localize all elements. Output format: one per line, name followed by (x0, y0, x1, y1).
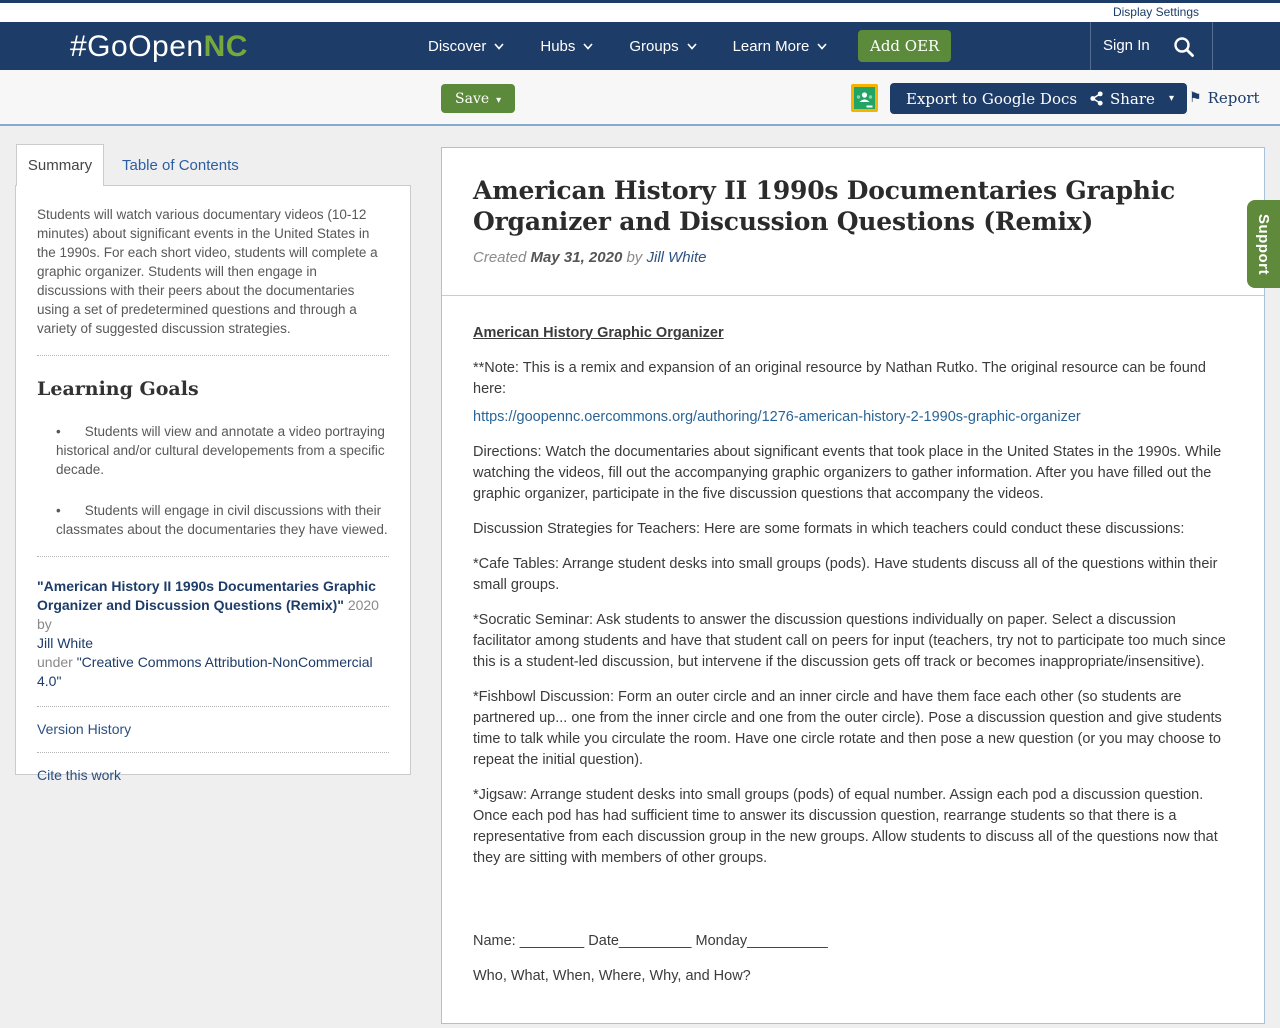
share-button-label: Share (1110, 89, 1155, 108)
share-icon (1090, 91, 1103, 106)
cafe-tables-paragraph: *Cafe Tables: Arrange student desks into small groups (pods). Have students discuss all of the questions within their small groups. (473, 556, 1218, 593)
learning-goals-heading: Learning Goals (37, 378, 199, 400)
chevron-down-icon (583, 43, 593, 50)
license-link[interactable]: "Creative Commons Attribution-NonCommercial 4.0" (37, 654, 373, 689)
chevron-down-icon (494, 43, 504, 50)
cite-this-work-link[interactable]: Cite this work (37, 767, 122, 783)
author-link[interactable]: Jill White (646, 249, 707, 266)
logo-text-nc: NC (203, 30, 248, 63)
socratic-seminar-paragraph: *Socratic Seminar: Ask students to answer the discussion questions individually on paper. Select a discussion facilitator among students and have that student call on peers for input (teachers, try not to participate too much since this is a student-led discussion, but intervene if the discussion gets off track or becomes inappropriate/insensitive). (473, 612, 1226, 670)
nav-item-discover[interactable] (428, 38, 504, 55)
tab-table-of-contents[interactable]: Table of Contents (122, 157, 239, 174)
resource-header (442, 148, 1264, 296)
tab-summary[interactable]: Summary (16, 144, 104, 186)
site-logo[interactable] (70, 30, 248, 64)
attribution-year: 2020 by (37, 597, 379, 632)
chevron-down-icon (687, 43, 697, 50)
save-button-label: Save (455, 90, 490, 107)
created-date: May 31, 2020 (530, 249, 623, 266)
nav-item-hubs[interactable] (540, 38, 593, 55)
report-link-label: Report (1207, 89, 1260, 107)
by-label: by (626, 249, 643, 266)
search-icon[interactable] (1171, 34, 1197, 60)
jigsaw-paragraph: *Jigsaw: Arrange student desks into small groups (pods) of equal number. Assign each pod a discussion question. Once each pod has had sufficient time to answer its discussion question, rearrange students so that there is a representative from each discussion group in the new groups. Allow students to discuss all of the questions now that they are sitting with members of other groups. (473, 787, 1218, 866)
fishbowl-paragraph: *Fishbowl Discussion: Form an outer circle and an inner circle and have them face each other (so students are partnered up... one from the inner circle and one from the outer circle). Pose a discussion question and give students time to talk while you circulate the room. Have one circle rotate and then pose a new question (or you may choose to repeat the initial question). (473, 689, 1222, 768)
summary-text: Students will watch various documentary videos (10-12 minutes) about significant events in the United States in the 1990s. For each short video, students will complete a graphic organizer. Students will then engage in discussions with their peers about the documentaries using a set of predetermined questions and through a variety of suggested discussion strategies. (37, 207, 378, 336)
strategies-paragraph: Discussion Strategies for Teachers: Here are some formats in which teachers could conduct these discussions: (473, 521, 1185, 537)
nav-divider (1212, 22, 1213, 70)
google-classroom-icon-inner (854, 87, 875, 109)
resource-body (442, 296, 1264, 1028)
work-title-link[interactable]: "American History II 1990s Documentaries Graphic Organizer and Discussion Questions (Remix)" (37, 578, 376, 613)
caret-down-icon: ▾ (496, 94, 502, 106)
main-navbar (0, 22, 1280, 70)
nav-item-label: Hubs (540, 37, 576, 55)
bullet-icon (56, 424, 85, 439)
learning-goal-item (37, 422, 389, 479)
classroom-person-glyph (854, 87, 875, 109)
doc-heading: American History Graphic Organizer (473, 325, 724, 341)
caret-down-icon: ▾ (1168, 93, 1174, 104)
display-settings-link[interactable]: Display Settings (1112, 5, 1199, 19)
nav-item-learn-more[interactable] (733, 38, 828, 55)
note-paragraph: **Note: This is a remix and expansion of an original resource by Nathan Rutko. The original resource can be found here: (473, 360, 1206, 397)
author-link[interactable]: Jill White (37, 635, 94, 651)
sign-in-link[interactable]: Sign In (1103, 37, 1150, 54)
learning-goal-text: Students will view and annotate a video portraying historical and/or cultural developements from a specific decade. (56, 424, 385, 477)
chevron-down-icon (817, 43, 827, 50)
resource-toolbar (0, 70, 1280, 126)
support-tab[interactable]: Support (1247, 200, 1280, 288)
nav-divider (1090, 22, 1091, 70)
name-date-line: Name: ________ Date_________ Monday__________ (473, 933, 828, 949)
nav-item-label: Discover (428, 37, 487, 55)
logo-text-goopen: #GoOpen (70, 30, 204, 63)
utility-bar (0, 3, 1280, 22)
google-classroom-icon[interactable] (851, 84, 878, 112)
share-button[interactable] (1077, 83, 1187, 114)
search-icon-glyph (1171, 34, 1197, 60)
original-resource-link[interactable]: https://goopennc.oercommons.org/authoring/1276-american-history-2-1990s-graphic-organizer (473, 409, 1081, 425)
save-button[interactable] (441, 84, 515, 113)
report-link[interactable] (1189, 89, 1260, 107)
created-label: Created (473, 249, 527, 266)
nav-item-label: Groups (629, 37, 679, 55)
flag-icon: ⚑ (1189, 90, 1202, 106)
created-line (473, 249, 1233, 266)
question-words-line: Who, What, When, Where, Why, and How? (473, 968, 751, 984)
attribution-under: under (37, 654, 73, 670)
learning-goal-item (37, 501, 389, 539)
summary-panel (15, 185, 411, 783)
nav-menu (428, 22, 827, 70)
nav-item-label: Learn More (732, 37, 810, 55)
nav-item-groups[interactable] (629, 38, 696, 55)
version-history-link[interactable]: Version History (37, 721, 132, 737)
divider (37, 556, 389, 557)
page-title: American History II 1990s Documentaries Graphic Organizer and Discussion Questions (Remix) (473, 176, 1176, 236)
resource-card (441, 147, 1265, 1024)
divider (37, 706, 389, 707)
attribution-block (37, 577, 389, 691)
divider (37, 752, 389, 753)
export-google-docs-button[interactable]: Export to Google Docs (890, 83, 1093, 114)
add-oer-button[interactable]: Add OER (858, 30, 951, 62)
bullet-icon (56, 503, 85, 518)
learning-goal-text: Students will engage in civil discussions with their classmates about the documentaries they have viewed. (56, 503, 388, 537)
divider (37, 355, 389, 356)
directions-paragraph: Directions: Watch the documentaries about significant events that took place in the United States in the 1990s. While watching the videos, fill out the accompanying graphic organizers to gather information. After you have filled out the graphic organizer, participate in the five discussion questions that accompany the videos. (473, 444, 1222, 502)
